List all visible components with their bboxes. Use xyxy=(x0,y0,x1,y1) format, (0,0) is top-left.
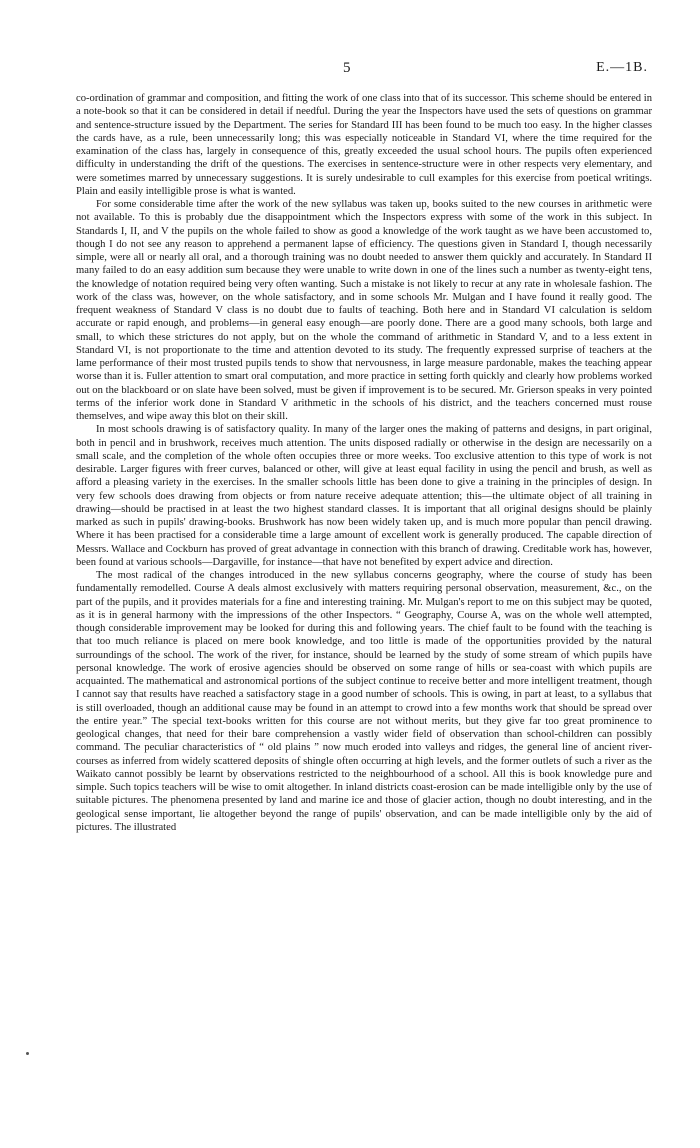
paragraph-arithmetic: For some considerable time after the work of the new syllabus was taken up, books suited to the new courses in arithmetic were not available. To this is probably due the disappointment which the Inspectors express with some of the work in this subject. In Standards I, II, and V the pupils on the whole failed to show as good a knowledge of the work taught as we have been accustomed to, though I do not see any reason to apprehend a permanent lapse of efficiency. The questions given in Standard I, though necessarily simple, were all or nearly all oral, and a thorough training was no doubt needed to answer them quickly and accurately. In Standard II many failed to do an easy addition sum because they were unable to write down in one of the lines such a number as twenty-eight tens, the knowledge of notation required being very often wanting. Such a mistake is not likely to recur at any rate in wholesale fashion. The work of the class was, however, on the whole satisfactory, and in some schools Mr. Mulgan and I have found it really good. The frequent weakness of Standard V class is no doubt due to faults of teaching. Both here and in Standard VI calculation is seldom accurate or rapid enough, and problems—in general easy enough—are poorly done. There are a good many schools, both large and small, to which these strictures do not apply, but on the whole the command of arithmetic in Standard V, and to a less extent in Standard VI, is not proportionate to the time and attention devoted to its study. The frequently expressed surprise of teachers at the lame performance of their most trusted pupils tends to show that nervousness, in large measure pardonable, makes the teaching appear worse than it is. Fuller attention to smart oral computation, and more practice in setting forth quickly and clearly how problems worked out on the blackboard or on slate have been solved, must be given if improvement is to be secured. Mr. Grierson speaks in very pointed terms of the inferior work done in Standard V arithmetic in the schools of his district, and the teachers concerned must rouse themselves, and wipe away this blot on their skill. xyxy=(76,199,652,422)
paragraph-drawing: In most schools drawing is of satisfactory quality. In many of the larger ones the making of patterns and designs, in part original, both in pencil and in brushwork, receives much attention. The units disposed radially or otherwise in the design are necessarily on a small scale, and the completion of the whole often occupies three or more weeks. Too exclusive attention to this type of work is not desirable. Larger figures with freer curves, balanced or other, will give at least equal facility in using the pencil and brush, as well as afford a pleasing variety in the exercises. In the smaller schools little has been done to give a training in the principles of design. In very few schools does drawing from objects or from nature receive adequate attention; this—the ultimate object of all training in drawing—should be practised in at least the two highest standard classes. It is important that all original designs should be plainly marked as such in pupils' drawing-books. Brushwork has now been widely taken up, and is much more popular than pencil drawing. Where it has been practised for a considerable time a large amount of excellent work is generally produced. The capable direction of Messrs. Wallace and Cockburn has proved of great advantage in connection with this branch of drawing. Creditable work has, however, been found at various schools—Dargaville, for instance—that have not benefited by expert advice and direction. xyxy=(76,424,652,568)
paragraph-grammar-continued: co-ordination of grammar and composition, and fitting the work of one class into that of its successor. This scheme should be entered in a note-book so that it can be considered in detail if needful. During the year the Inspectors have used the sets of questions on grammar and sentence-structure issued by the Department. The series for Standard III has been found to be much too easy. In the higher classes the cards have, as a rule, been unnecessarily long; this was especially noticeable in Standard VI, where the time required for the examination of the class has, largely in consequence of this, greatly exceeded the usual school hours. The pupils often experienced difficulty in understanding the drift of the questions. The exercises in sentence-structure were in other respects very elementary, and were sometimes marred by unnecessary suggestions. It is surely undesirable to cull examples for this exercise from poetical writings. Plain and easily intelligible prose is what is wanted. xyxy=(76,93,652,197)
page-number: 5 xyxy=(343,60,351,76)
page-header xyxy=(0,60,700,80)
paragraph-geography: The most radical of the changes introduced in the new syllabus concerns geography, where the course of study has been fundamentally remodelled. Course A deals almost exclusively with matters requiring personal observation, measurement, &c., on the part of the pupils, and it provides materials for a fine and interesting training. Mr. Mulgan's report to me on this subject may be quoted, as it is in general harmony with the impressions of the other Inspectors. “ Geography, Course A, was on the whole well attempted, though considerable improvement may be looked for during this and following years. The chief fault to be found with the teaching is that too much reliance is placed on mere book knowledge, and too little is made of the opportunities provided by the natural surroundings of the school. The work of the river, for instance, should be learned by the study of some stream of which pupils have personal knowledge. The work of erosive agencies should be observed on some range of hills or sea-coast with which pupils are acquainted. The mathematical and astronomical portions of the subject continue to receive better and more intelligent treatment, though I cannot say that results have reached a satisfactory stage in a good number of schools. This is owing, in part at least, to a syllabus that is still overloaded, though an additional cause may be found in an attempt to crowd into a few months work that should be spread over the entire year.” The special text-books written for this course are not without merits, but they give far too great prominence to geological changes, that need for their bare comprehension a vastly wider field of observation than school-children can possibly command. The peculiar characteristics of “ old plains ” now much eroded into valleys and ridges, the general line of ancient river-courses as inferred from widely scattered deposits of shingle often occurring at high levels, and the former outlets of such a river as the Waikato cannot possibly be learnt by observations restricted to the neighbourhood of a school. All this is book knowledge pure and simple. Such topics teachers will be wise to omit altogether. In inland districts coast-erosion can be made intelligible only by the use of suitable pictures. The phenomena presented by land and marine ice and those of glacier action, though no doubt interesting, and in the geological sense important, lie altogether beyond the range of pupils' observation, and can be made intelligible only by the aid of pictures. The illustrated xyxy=(76,570,652,833)
margin-speck xyxy=(26,1052,29,1055)
report-body xyxy=(76,92,652,834)
document-code: E.—1B. xyxy=(596,60,648,75)
